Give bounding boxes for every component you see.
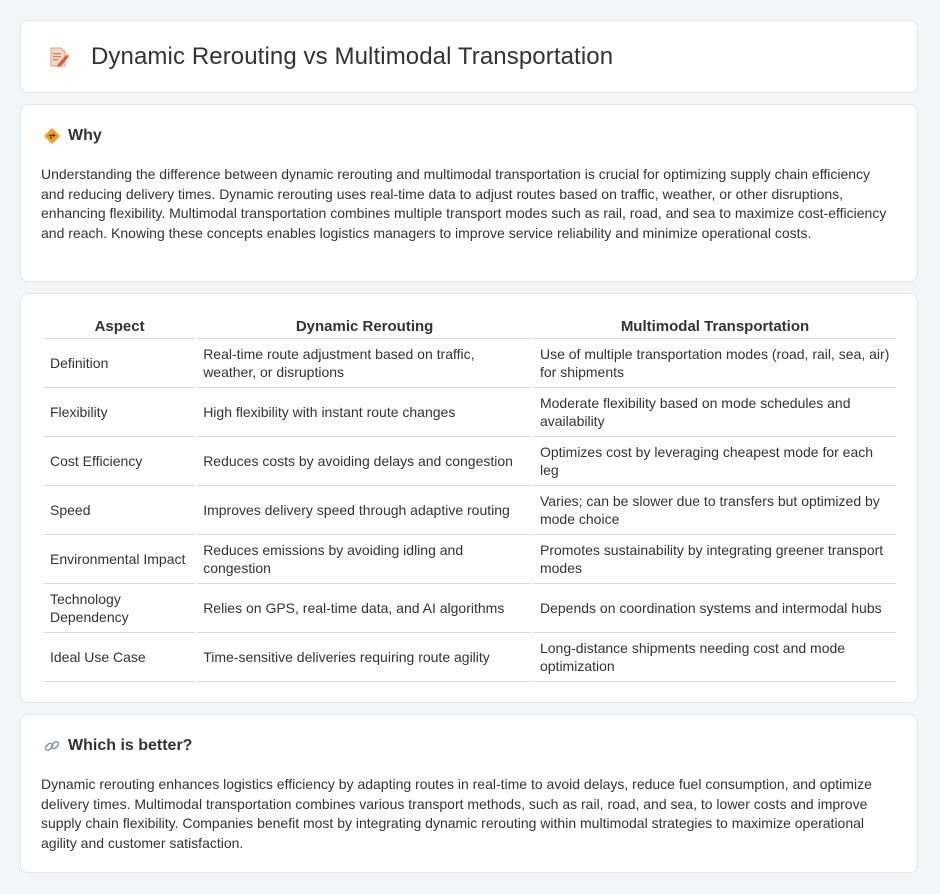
which-is-better-heading — [43, 737, 192, 755]
table-row — [44, 584, 896, 633]
column-header-dynamic-rerouting: Dynamic Rerouting — [197, 315, 532, 339]
comparison-table — [42, 315, 898, 682]
which-is-better-text: Dynamic rerouting enhances logistics efficiency by adapting routes in real-time to avoid delays, reduce fuel consumption, and optimize delivery times. Multimodal transportation combines various transport methods, such as rail, road, and sea, to lower costs and improve supply chain flexibility. Companies benefit most by integrating dynamic rerouting within multimodal strategies to maximize operational agility and customer satisfaction. — [41, 776, 872, 851]
table-row — [44, 486, 896, 535]
comparison-card — [20, 293, 918, 703]
aspect-cell: Definition — [44, 339, 195, 388]
table-row — [44, 535, 896, 584]
why-heading — [43, 127, 102, 145]
dynamic-rerouting-cell: Improves delivery speed through adaptive routing — [197, 486, 532, 535]
dynamic-rerouting-cell: Real-time route adjustment based on traffic, weather, or disruptions — [197, 339, 532, 388]
multimodal-cell: Promotes sustainability by integrating greener transport modes — [534, 535, 896, 584]
aspect-cell: Technology Dependency — [44, 584, 195, 633]
column-header-aspect: Aspect — [44, 315, 195, 339]
dynamic-rerouting-cell: Reduces emissions by avoiding idling and congestion — [197, 535, 532, 584]
title-row — [47, 43, 613, 71]
multimodal-cell: Use of multiple transportation modes (road, rail, sea, air) for shipments — [534, 339, 896, 388]
document-pencil-icon — [47, 45, 71, 69]
which-is-better-label: Which is better? — [68, 737, 193, 754]
column-header-multimodal: Multimodal Transportation — [534, 315, 896, 339]
header-card — [20, 20, 918, 93]
dynamic-rerouting-cell: Time-sensitive deliveries requiring route agility — [197, 633, 532, 682]
which-is-better-card — [20, 714, 918, 873]
aspect-cell: Cost Efficiency — [44, 437, 195, 486]
diamond-sign-icon — [43, 127, 61, 145]
table-row — [44, 437, 896, 486]
table-row — [44, 388, 896, 437]
dynamic-rerouting-cell: Relies on GPS, real-time data, and AI algorithms — [197, 584, 532, 633]
multimodal-cell: Long-distance shipments needing cost and mode optimization — [534, 633, 896, 682]
aspect-cell: Ideal Use Case — [44, 633, 195, 682]
table-header-row — [44, 315, 896, 339]
multimodal-cell: Varies; can be slower due to transfers but optimized by mode choice — [534, 486, 896, 535]
dynamic-rerouting-cell: Reduces costs by avoiding delays and congestion — [197, 437, 532, 486]
table-row — [44, 633, 896, 682]
aspect-cell: Flexibility — [44, 388, 195, 437]
aspect-cell: Environmental Impact — [44, 535, 195, 584]
table-row — [44, 339, 896, 388]
multimodal-cell: Moderate flexibility based on mode schedules and availability — [534, 388, 896, 437]
why-card — [20, 104, 918, 282]
link-icon — [43, 737, 61, 755]
why-text: Understanding the difference between dynamic rerouting and multimodal transportation is crucial for optimizing supply chain efficiency and reducing delivery times. Dynamic rerouting uses real-time data to adjust routes based on traffic, weather, or other disruptions, enhancing flexibility. Multimodal transportation combines multiple transport modes such as rail, road, and sea to maximize cost-efficiency and reach. Knowing these concepts enables logistics managers to improve service reliability and minimize operational costs. — [41, 166, 887, 241]
aspect-cell: Speed — [44, 486, 195, 535]
multimodal-cell: Depends on coordination systems and intermodal hubs — [534, 584, 896, 633]
dynamic-rerouting-cell: High flexibility with instant route changes — [197, 388, 532, 437]
why-heading-label: Why — [68, 127, 102, 144]
multimodal-cell: Optimizes cost by leveraging cheapest mode for each leg — [534, 437, 896, 486]
page-title: Dynamic Rerouting vs Multimodal Transportation — [91, 43, 614, 70]
